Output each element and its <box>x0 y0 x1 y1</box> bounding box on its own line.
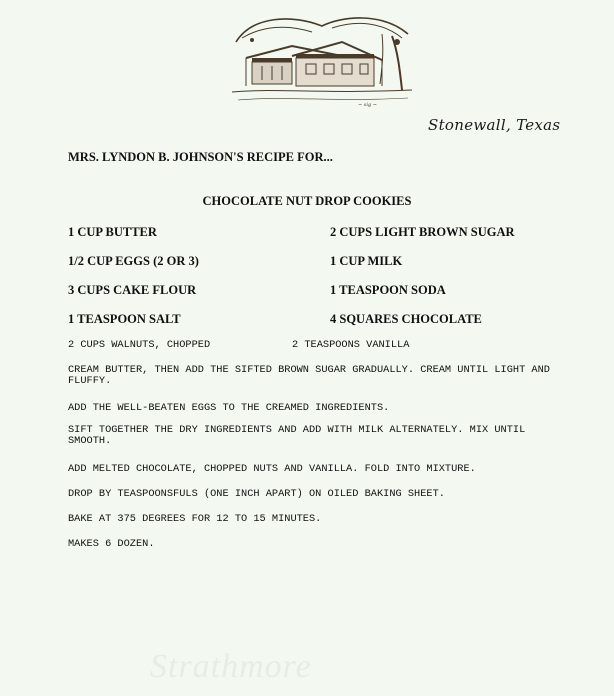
paper-watermark: Strathmore <box>150 648 312 685</box>
ingredient-left: 2 CUPS WALNUTS, CHOPPED <box>68 339 211 351</box>
instruction-step: ADD THE WELL-BEATEN EGGS TO THE CREAMED INGREDIENTS. <box>68 402 390 414</box>
ingredient-right: 1 TEASPOON SODA <box>330 283 446 297</box>
ingredient-left: 1 CUP BUTTER <box>68 225 157 239</box>
instruction-step: MAKES 6 DOZEN. <box>68 538 155 550</box>
instruction-step: DROP BY TEASPOONSFULS (ONE INCH APART) ON OILED BAKING SHEET. <box>68 488 445 500</box>
ingredient-left: 3 CUPS CAKE FLOUR <box>68 283 197 297</box>
instruction-step: ADD MELTED CHOCOLATE, CHOPPED NUTS AND VANILLA. FOLD INTO MIXTURE. <box>68 463 476 475</box>
location-text: Stonewall, Texas <box>428 116 561 134</box>
ingredient-left: 1 TEASPOON SALT <box>68 312 181 326</box>
recipe-title: CHOCOLATE NUT DROP COOKIES <box>202 194 412 208</box>
instruction-step: CREAM BUTTER, THEN ADD THE SIFTED BROWN SUGAR GRADUALLY. CREAM UNTIL LIGHT AND FLUFFY. <box>68 364 550 387</box>
artist-signature: ~ sig ~ <box>358 102 377 108</box>
ingredient-right: 4 SQUARES CHOCOLATE <box>330 312 482 326</box>
ingredient-right: 2 TEASPOONS VANILLA <box>292 339 410 351</box>
instruction-step: BAKE AT 375 DEGREES FOR 12 TO 15 MINUTES. <box>68 513 322 525</box>
ingredient-left: 1/2 CUP EGGS (2 OR 3) <box>68 254 199 268</box>
instruction-step: SIFT TOGETHER THE DRY INGREDIENTS AND ADD WITH MILK ALTERNATELY. MIX UNTIL SMOOTH. <box>68 424 526 447</box>
ranch-house-illustration <box>232 12 412 108</box>
ingredient-right: 2 CUPS LIGHT BROWN SUGAR <box>330 225 515 239</box>
ingredient-right: 1 CUP MILK <box>330 254 403 268</box>
recipe-intro: MRS. LYNDON B. JOHNSON'S RECIPE FOR... <box>68 150 333 164</box>
